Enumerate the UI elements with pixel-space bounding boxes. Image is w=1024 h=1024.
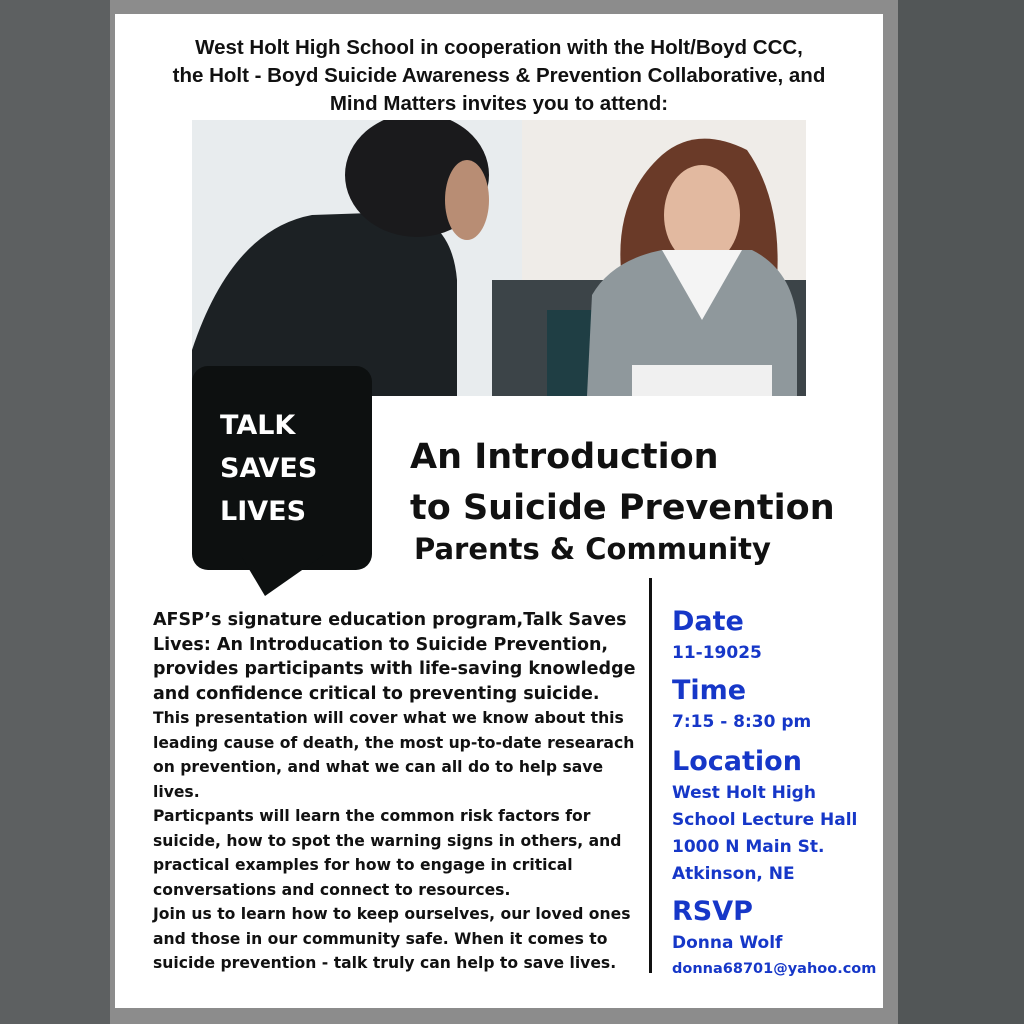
divider-line: [649, 578, 652, 973]
event-description: [153, 608, 643, 976]
time-label: Time: [672, 675, 747, 706]
counseling-photo: [192, 120, 806, 396]
rsvp-email: donna68701@yahoo.com: [672, 961, 877, 977]
title-line: to Suicide Prevention: [410, 488, 835, 528]
rsvp-name: Donna Wolf: [672, 933, 783, 953]
location-line: School Lecture Hall: [672, 810, 858, 830]
description-paragraph: This presentation will cover what we know about this leading cause of death, the most up-to-date researach on prevention, and what we can all do to help save lives.: [153, 709, 635, 801]
header-line: Mind Matters invites you to attend:: [329, 92, 669, 115]
time-value: 7:15 - 8:30 pm: [672, 712, 812, 732]
bubble-line: SAVES: [220, 453, 318, 484]
talk-saves-lives-bubble: [192, 366, 372, 570]
bubble-tail: [240, 554, 325, 596]
invitation-header: [115, 34, 883, 118]
event-title: [410, 432, 835, 534]
viewer-background-left: [0, 0, 115, 1024]
description-paragraph: Join us to learn how to keep ourselves, our loved ones and those in our community safe. When it comes to suicide prevention - talk truly can help to save lives.: [153, 905, 631, 972]
date-label: Date: [672, 606, 744, 637]
flyer-page: [115, 14, 883, 1008]
date-value: 11-19025: [672, 643, 762, 663]
event-details: [672, 604, 876, 981]
description-paragraph: Particpants will learn the common risk factors for suicide, how to spot the warning signs in others, and practical examples for how to engage in critical conversations and connect to resources.: [153, 807, 622, 899]
location-line: Atkinson, NE: [672, 864, 795, 884]
location-line: 1000 N Main St.: [672, 837, 825, 857]
rsvp-label: RSVP: [672, 896, 753, 927]
header-line: West Holt High School in cooperation with the Holt/Boyd CCC,: [195, 36, 803, 59]
location-line: West Holt High: [672, 783, 816, 803]
location-label: Location: [672, 746, 802, 777]
viewer-background-right: [898, 0, 1024, 1024]
header-line: the Holt - Boyd Suicide Awareness & Prevention Collaborative, and: [172, 64, 826, 87]
title-line: An Introduction: [410, 437, 719, 477]
photo-illustration: [192, 120, 806, 396]
bubble-line: LIVES: [220, 496, 307, 527]
event-subtitle: Parents & Community: [414, 532, 771, 566]
description-lead: AFSP’s signature education program,Talk Saves Lives: An Introducation to Suicide Prevention, provides participants with life-saving knowledge and confidence critical to preventing suicide.: [153, 610, 636, 704]
bubble-line: TALK: [220, 410, 296, 441]
